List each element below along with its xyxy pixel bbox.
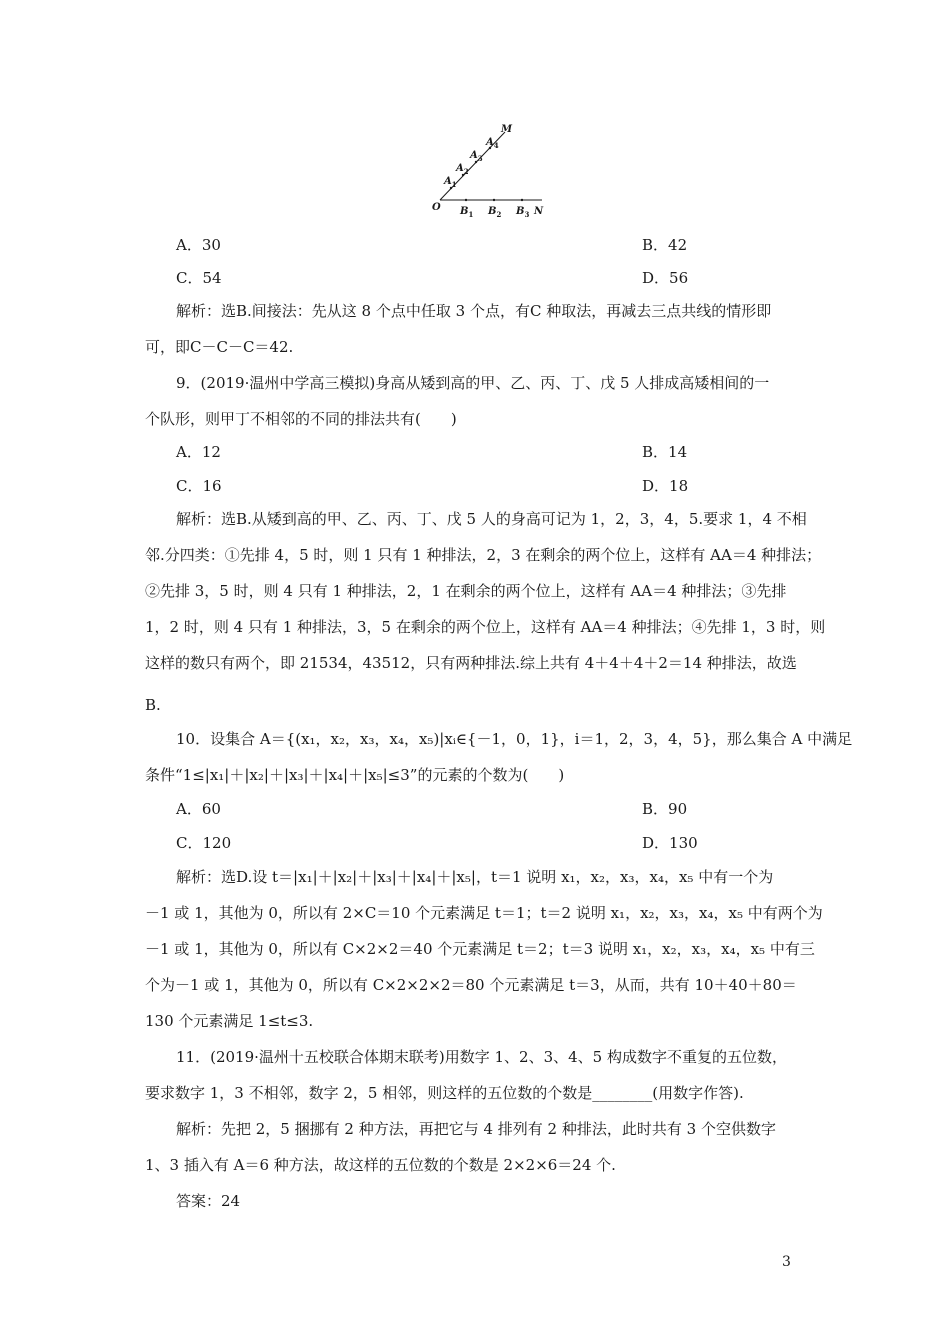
- q9-option-d: D．18: [642, 477, 689, 495]
- q9-solution-line: 1，2 时，则 4 只有 1 种排法，3，5 在剩余的两个位上，这样有 AA＝4 种排法；④先排 1，3 时，则: [145, 618, 826, 636]
- q9-option-c: C．16: [176, 477, 222, 495]
- q9-solution-line: 邻.分四类：①先排 4，5 时，则 1 只有 1 种排法，2，3 在剩余的两个位上，这样有 AA＝4 种排法；: [145, 546, 822, 564]
- q9-solution-line: 解析：选B.从矮到高的甲、乙、丙、丁、戊 5 人的身高可记为 1，2，3，4，5.要求 1，4 不相: [176, 510, 807, 528]
- label-b1: $B_1$: [460, 206, 474, 218]
- page-number: 3: [782, 1254, 791, 1270]
- q9-stem-line: 9．(2019·温州中学高三模拟)身高从矮到高的甲、乙、丙、丁、戊 5 人排成高矮相间的一: [176, 374, 770, 392]
- geometry-figure: [430, 118, 560, 218]
- q10-option-a: A．60: [176, 800, 221, 818]
- label-m: M: [501, 124, 513, 135]
- q10-option-b: B．90: [642, 800, 688, 818]
- q9-solution-line: 这样的数只有两个，即 21534，43512，只有两种排法.综上共有 4＋4＋4＋2＝14 种排法，故选: [145, 654, 797, 672]
- label-b2: $B_2$: [488, 206, 502, 218]
- label-a1: $A_1$: [444, 176, 457, 189]
- q8-solution-line: 解析：选B.间接法：先从这 8 个点中任取 3 个点，有C 种取法，再减去三点共线的情形即: [176, 302, 772, 320]
- q11-solution-line: 解析：先把 2，5 捆挪有 2 种方法，再把它与 4 排列有 2 种排法，此时共有 3 个空供数字: [176, 1120, 776, 1138]
- q10-option-d: D．130: [642, 834, 698, 852]
- q10-solution-line: －1 或 1，其他为 0，所以有 C×2×2＝40 个元素满足 t＝2；t＝3 说明 x₁，x₂，x₃，x₄，x₅ 中有三: [145, 940, 815, 958]
- q10-solution-line: －1 或 1，其他为 0，所以有 2×C＝10 个元素满足 t＝1；t＝2 说明 x₁，x₂，x₃，x₄，x₅ 中有两个为: [145, 904, 823, 922]
- q11-stem-line: 11．(2019·温州十五校联合体期末联考)用数字 1、2、3、4、5 构成数字不重复的五位数，: [176, 1048, 787, 1066]
- q10-option-c: C．120: [176, 834, 232, 852]
- q11-answer: 答案：24: [176, 1192, 241, 1210]
- q8-option-d: D．56: [642, 269, 689, 287]
- q9-option-b: B．14: [642, 443, 688, 461]
- q8-option-c: C．54: [176, 269, 222, 287]
- label-o: O: [432, 202, 441, 213]
- label-a3: $A_3$: [470, 150, 483, 163]
- q10-stem-line: 条件“1≤|x₁|＋|x₂|＋|x₃|＋|x₄|＋|x₅|≤3”的元素的个数为( ): [145, 766, 565, 784]
- q11-solution-line: 1、3 插入有 A＝6 种方法，故这样的五位数的个数是 2×2×6＝24 个.: [145, 1156, 616, 1174]
- q8-solution-line: 可，即C－C－C＝42.: [145, 338, 294, 356]
- q9-stem-line: 个队形，则甲丁不相邻的不同的排法共有( ): [145, 410, 457, 428]
- q9-solution-line: ②先排 3，5 时，则 4 只有 1 种排法，2，1 在剩余的两个位上，这样有 AA＝4 种排法；③先排: [145, 582, 787, 600]
- point-b1: [465, 199, 467, 201]
- q8-option-a: A．30: [176, 236, 221, 254]
- label-n: N: [534, 206, 544, 217]
- q9-solution-line: B.: [145, 696, 161, 714]
- label-b3: $B_3$: [516, 206, 530, 218]
- q9-option-a: A．12: [176, 443, 221, 461]
- label-a4: $A_4$: [486, 137, 499, 150]
- q8-option-b: B．42: [642, 236, 688, 254]
- point-b3: [521, 199, 523, 201]
- q10-stem-line: 10．设集合 A＝{(x₁，x₂，x₃，x₄，x₅)|xᵢ∈{－1，0，1}，i＝1，2，3，4，5}，那么集合 A 中满足: [176, 730, 853, 748]
- q10-solution-line: 130 个元素满足 1≤t≤3.: [145, 1012, 314, 1030]
- point-b2: [493, 199, 495, 201]
- label-a2: $A_2$: [456, 163, 469, 176]
- q11-stem-line: 要求数字 1，3 不相邻，数字 2，5 相邻，则这样的五位数的个数是________(用数字作答).: [145, 1084, 744, 1102]
- q10-solution-line: 个为－1 或 1，其他为 0，所以有 C×2×2×2＝80 个元素满足 t＝3，从而，共有 10＋40＋80＝: [145, 976, 797, 994]
- q10-solution-line: 解析：选D.设 t＝|x₁|＋|x₂|＋|x₃|＋|x₄|＋|x₅|，t＝1 说明 x₁，x₂，x₃，x₄，x₅ 中有一个为: [176, 868, 774, 886]
- angle-diagram: [430, 118, 560, 218]
